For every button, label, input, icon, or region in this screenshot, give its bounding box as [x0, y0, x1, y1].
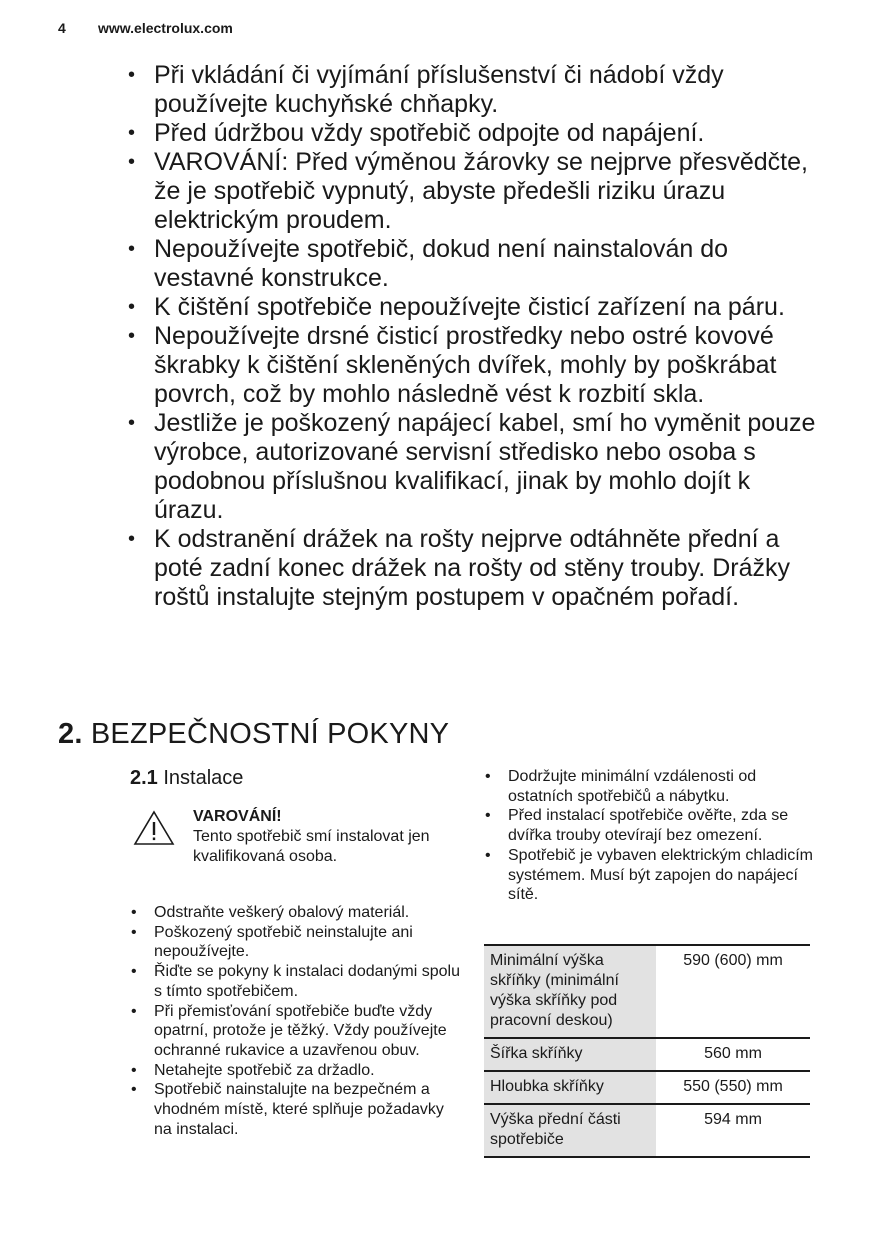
bullet: •	[128, 238, 136, 260]
list-item: • Nepoužívejte drsné čisticí prostředky nebo ostré kovové škrabky k čištění skleněných dvířek, mohly by poškrábat povrch, což by mohlo následně vést k rozbití skla.	[128, 322, 777, 408]
table-cell-value: 594 mm	[656, 1104, 810, 1157]
subsection-number: 2.1	[130, 767, 158, 789]
bullet: •	[128, 528, 136, 550]
list-item: • Před údržbou vždy spotřebič odpojte od napájení.	[128, 119, 705, 147]
bullet: •	[128, 296, 136, 318]
list-item: • Řiďte se pokyny k instalaci dodanými spolu s tímto spotřebičem.	[131, 963, 460, 1000]
website-link[interactable]: www.electrolux.com	[98, 20, 233, 36]
section-number: 2.	[58, 718, 83, 750]
installation-list-left	[130, 903, 460, 1139]
list-item: • Nepoužívejte spotřebič, dokud není nainstalován do vestavné konstrukce.	[128, 235, 728, 292]
section-title: BEZPEČNOSTNÍ POKYNY	[90, 718, 450, 750]
page-number: 4	[58, 20, 66, 36]
bullet: •	[131, 963, 137, 981]
warning-title: VAROVÁNÍ!	[193, 808, 282, 825]
bullet: •	[128, 412, 136, 434]
list-item: • VAROVÁNÍ: Před výměnou žárovky se nejprve přesvědčte, že je spotřebič vypnutý, abyste předešli riziku úrazu elektrickým proudem.	[128, 148, 808, 234]
list-item: • Odstraňte veškerý obalový materiál.	[131, 904, 410, 921]
list-item: • Jestliže je poškozený napájecí kabel, smí ho vyměnit pouze výrobce, autorizované servisní středisko nebo osoba s podobnou příslušnou kvalifikací, jinak by mohlo dojít k úrazu.	[128, 409, 816, 524]
table-row	[484, 1071, 810, 1104]
bullet: •	[128, 64, 136, 86]
table-cell-label: Výška přední části spotřebiče	[484, 1104, 656, 1157]
list-item: • Spotřebič je vybaven elektrickým chladicím systémem. Musí být zapojen do napájecí sítě.	[485, 846, 814, 904]
subsection-title: Instalace	[163, 767, 244, 789]
table-row	[484, 945, 810, 1038]
bullet: •	[131, 923, 137, 941]
table-cell-value: 550 (550) mm	[656, 1071, 810, 1104]
dimensions-table	[484, 944, 810, 1158]
list-item: • Dodržujte minimální vzdálenosti od ostatních spotřebičů a nábytku.	[485, 768, 757, 805]
general-safety-list	[128, 61, 818, 612]
list-item: • K čištění spotřebiče nepoužívejte čisticí zařízení na páru.	[128, 293, 785, 321]
table-cell-label: Šířka skříňky	[484, 1038, 656, 1071]
table-cell-value: 590 (600) mm	[656, 945, 810, 1038]
bullet: •	[131, 904, 137, 921]
bullet: •	[131, 1002, 137, 1020]
table-cell-value: 560 mm	[656, 1038, 810, 1071]
list-item: • Poškozený spotřebič neinstalujte ani nepoužívejte.	[131, 923, 413, 961]
page-header	[58, 20, 233, 36]
warning-triangle-icon	[133, 810, 175, 846]
table-row	[484, 1038, 810, 1071]
bullet: •	[131, 1081, 137, 1099]
bullet: •	[131, 1061, 137, 1079]
bullet: •	[485, 807, 491, 825]
section-heading	[58, 718, 449, 751]
list-item: • Netahejte spotřebič za držadlo.	[131, 1061, 375, 1079]
table-cell-label: Minimální výška skříňky (minimální výška skříňky pod pracovní deskou)	[484, 945, 656, 1038]
bullet: •	[128, 122, 136, 144]
table-cell-label: Hloubka skříňky	[484, 1071, 656, 1104]
bullet: •	[128, 325, 136, 347]
subsection-heading	[130, 767, 243, 790]
list-item: • Spotřebič nainstalujte na bezpečném a vhodném místě, které splňuje požadavky na instalaci.	[131, 1081, 444, 1138]
table-row	[484, 1104, 810, 1157]
bullet: •	[128, 151, 136, 173]
list-item: • Při přemisťování spotřebiče buďte vždy opatrní, protože je těžký. Vždy používejte ochranné rukavice a uzavřenou obuv.	[131, 1002, 447, 1059]
bullet: •	[485, 768, 491, 785]
installation-list-right	[484, 767, 814, 905]
warning-text: Tento spotřebič smí instalovat jen kvalifikovaná osoba.	[193, 828, 430, 865]
list-item: • Před instalací spotřebiče ověřte, zda se dvířka trouby otevírají bez omezení.	[485, 807, 789, 845]
list-item: • K odstranění drážek na rošty nejprve odtáhněte přední a poté zadní konec drážek na rošty od stěny trouby. Drážky roštů instalujte stejným postupem v opačném pořadí.	[128, 525, 790, 611]
list-item: • Při vkládání či vyjímání příslušenství či nádobí vždy používejte kuchyňské chňapky.	[128, 61, 724, 118]
bullet: •	[485, 846, 491, 864]
